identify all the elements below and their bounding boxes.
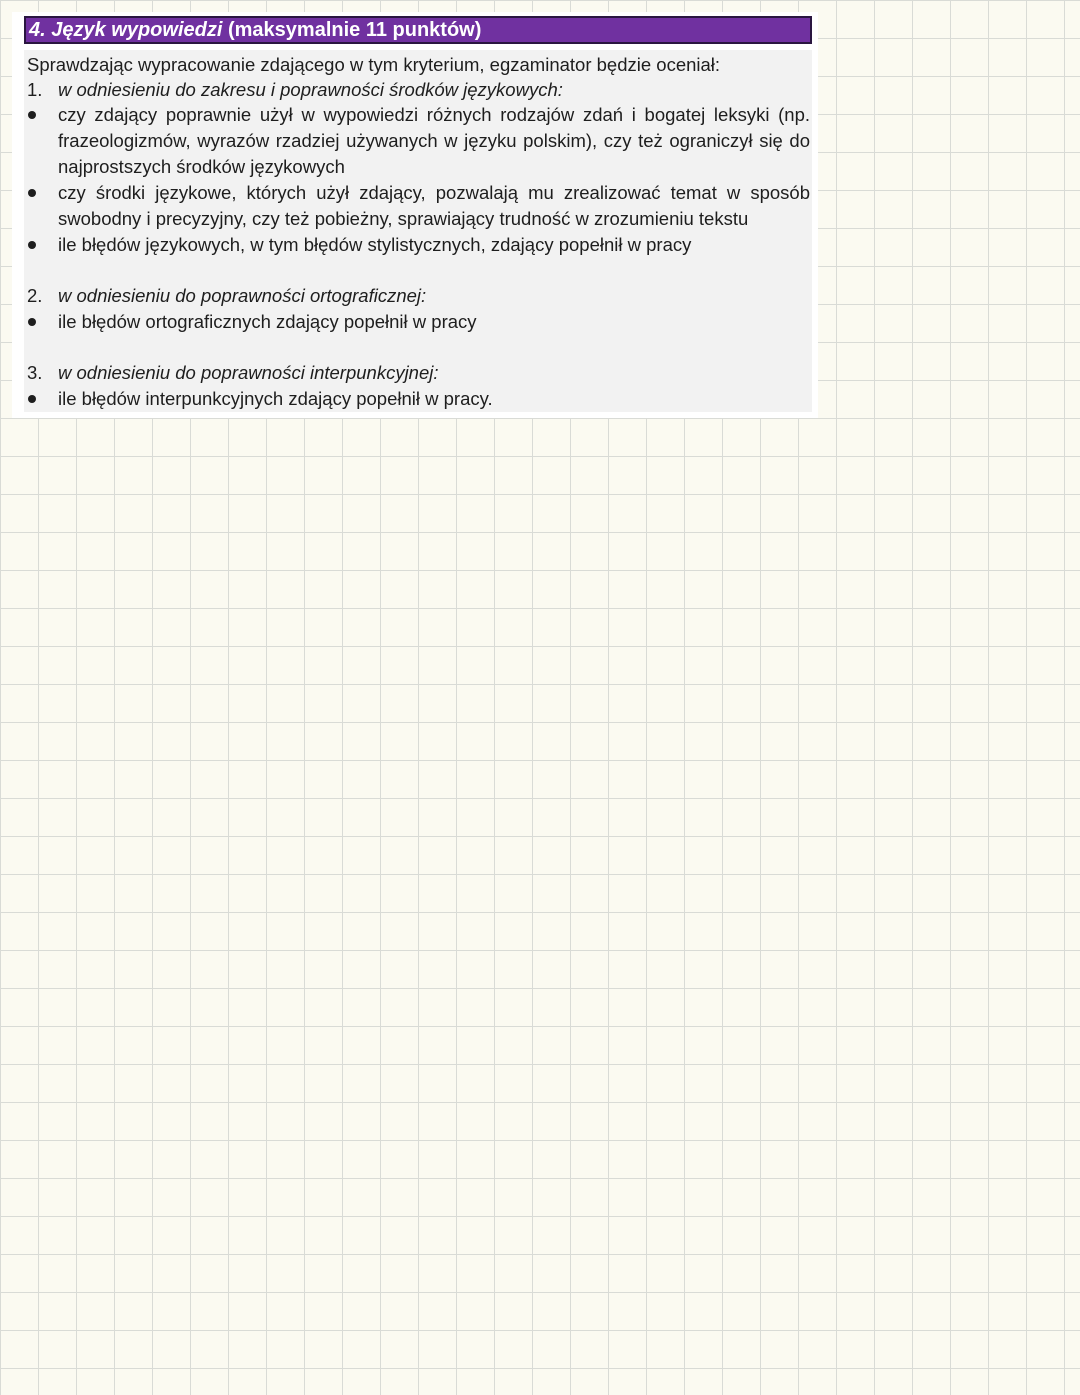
bullet-dot-icon (28, 189, 36, 197)
section-title (24, 16, 812, 44)
criteria-card (12, 12, 818, 418)
group-3-number: 3. (27, 362, 43, 383)
intro-text: Sprawdzając wypracowanie zdającego w tym kryterium, egzaminator będzie oceniał: (27, 54, 721, 75)
bullet-dot-icon (28, 241, 36, 249)
section-title-rest: (maksymalnie 11 punktów) (222, 19, 482, 41)
group-1-bullet-2: czy środki językowe, których użył zdający, pozwalają mu zrealizować temat w sposób swobodny i precyzyjny, czy też pobieżny, sprawiający trudność w zrozumieniu tekstu (58, 182, 810, 229)
group-1-heading: w odniesieniu do zakresu i poprawności środków językowych: (58, 79, 563, 100)
bullet-dot-icon (28, 395, 36, 403)
group-1-bullet-1: czy zdający poprawnie użył w wypowiedzi różnych rodzajów zdań i bogatej leksyki (np. frazeologizmów, wyrazów rzadziej używanych w języku polskim), czy też ograniczył się do najprostszych środków językowych (58, 104, 810, 177)
group-2-heading: w odniesieniu do poprawności ortograficznej: (58, 285, 427, 306)
group-3-heading: w odniesieniu do poprawności interpunkcyjnej: (58, 362, 439, 383)
bullet-dot-icon (28, 318, 36, 326)
group-1-number: 1. (27, 79, 43, 100)
group-2-bullet-1: ile błędów ortograficznych zdający popełnił w pracy (58, 311, 477, 332)
group-2-number: 2. (27, 285, 43, 306)
bullet-dot-icon (28, 111, 36, 119)
group-1-bullet-3: ile błędów językowych, w tym błędów stylistycznych, zdający popełnił w pracy (58, 234, 692, 255)
group-3-bullet-1: ile błędów interpunkcyjnych zdający popełnił w pracy. (58, 388, 493, 409)
section-title-italic: 4. Język wypowiedzi (29, 19, 223, 41)
criteria-content (24, 50, 812, 412)
